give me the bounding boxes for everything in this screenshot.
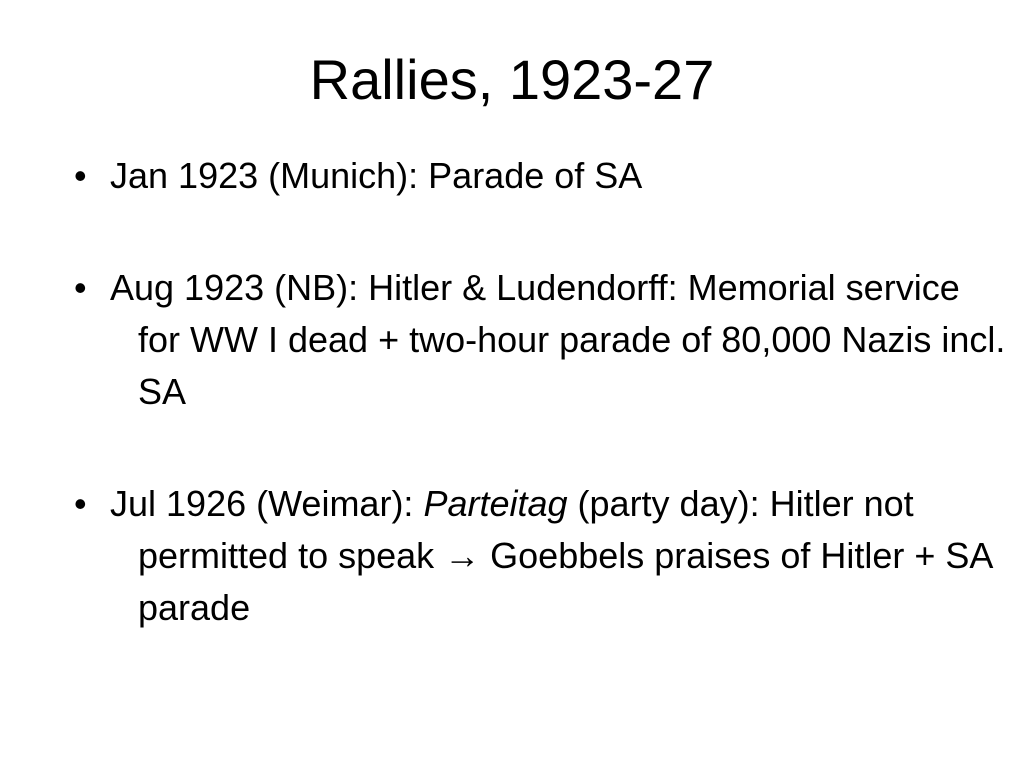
bullet-list [38,150,1008,634]
bullet-item-aug-1923 [38,262,1008,418]
bullet-text: Jan 1923 (Munich): Parade of SA [110,155,643,196]
bullet-icon: • [74,267,87,308]
bullet-text: Aug 1923 (NB): Hitler & Ludendorff: Memorial service for WW I dead + two-hour parade of 80,000 Nazis incl. SA [110,267,1006,412]
bullet-item-jul-1926 [38,478,1008,634]
bullet-icon: • [74,483,87,524]
bullet-text-trail: (party day): Hitler not permitted to speak → Goebbels praises of Hitler + SA parade [138,483,992,628]
slide-title: Rallies, 1923-27 [309,48,715,111]
bullet-icon: • [74,155,87,196]
bullet-text-lead: Jul 1926 (Weimar): [110,483,424,524]
bullet-text-emphasis: Parteitag [423,483,568,524]
bullet-item-jan-1923 [38,150,1008,202]
